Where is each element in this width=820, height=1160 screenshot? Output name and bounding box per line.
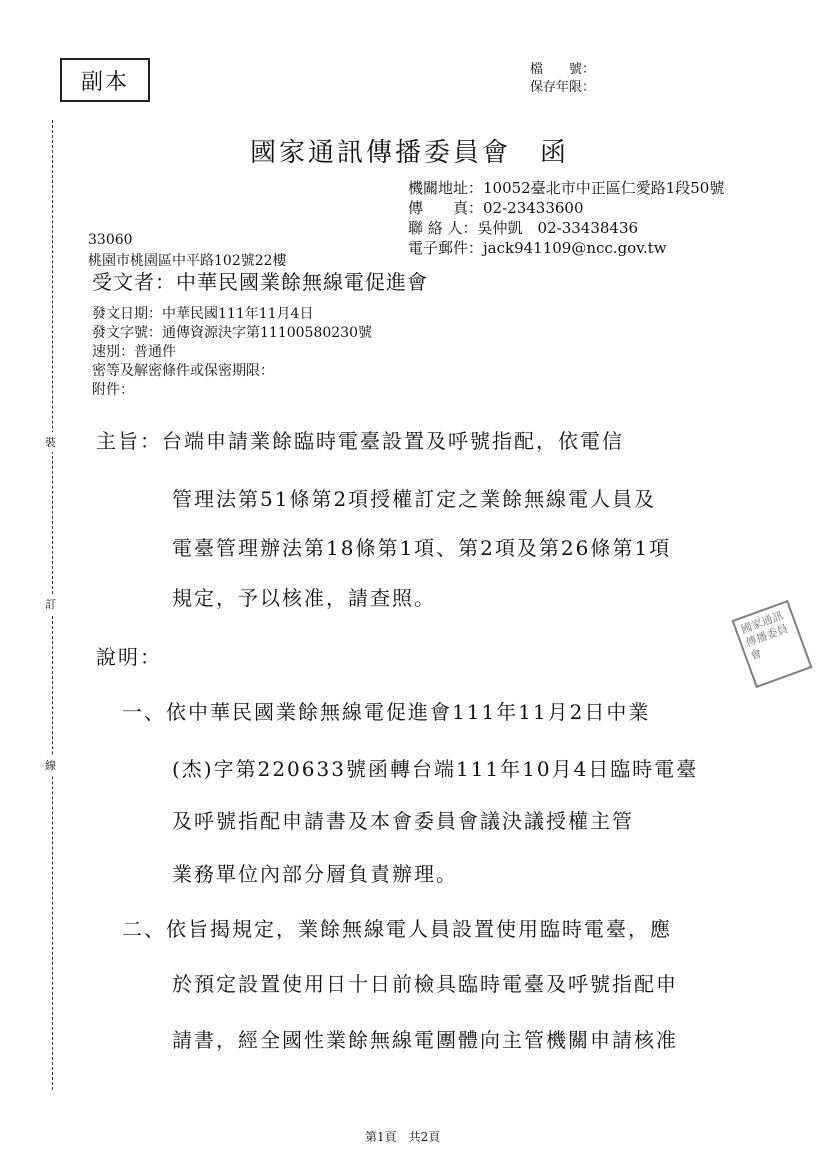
contact-person: 聯 絡 人：吳仲凱 02-33438436 (408, 219, 639, 237)
explanation-label: 說明： (96, 645, 162, 669)
subject-line: 主旨：台端申請業餘臨時電臺設置及呼號指配，依電信 (96, 429, 624, 453)
explanation-item-line: 二、依旨揭規定，業餘無線電人員設置使用臨時電臺，應 (122, 917, 672, 941)
recipient-street-address: 桃園市桃園區中平路102號22樓 (88, 253, 287, 269)
document-title: 國家通訊傳播委員會 函 (250, 138, 570, 168)
page-number: 第1頁 共2頁 (365, 1130, 441, 1144)
explanation-item-line: 業務單位內部分層負責辦理。 (172, 862, 458, 886)
binding-mark: 裝 (45, 432, 56, 452)
subject-line: 管理法第51條第2項授權訂定之業餘無線電人員及 (172, 487, 657, 511)
binding-mark: 訂 (45, 594, 56, 614)
recipient: 受文者：中華民國業餘無線電促進會 (92, 270, 428, 294)
explanation-item-line: 於預定設置使用日十日前檢具臨時電臺及呼號指配申 (172, 972, 678, 996)
explanation-item-line: 一、依中華民國業餘無線電促進會111年11月2日中業 (122, 700, 651, 724)
recipient-postal-code: 33060 (88, 232, 133, 248)
explanation-item-line: 及呼號指配申請書及本會委員會議決議授權主管 (172, 809, 634, 833)
explanation-item-line: 請書，經全國性業餘無線電團體向主管機關申請核准 (172, 1028, 678, 1052)
agency-fax: 傳 真：02-23433600 (408, 199, 584, 217)
file-number-label: 檔 號： (530, 62, 596, 77)
secrecy-level: 密等及解密條件或保密期限： (92, 363, 274, 379)
agency-address: 機關地址：10052臺北市中正區仁愛路1段50號 (408, 179, 725, 197)
delivery-speed: 速別：普通件 (92, 344, 176, 360)
issue-date: 發文日期：中華民國111年11月4日 (92, 306, 314, 322)
binding-mark: 線 (45, 755, 56, 775)
attachments: 附件： (92, 382, 134, 398)
official-seal: 國家通訊傳播委員會 (731, 600, 812, 688)
subject-line: 電臺管理辦法第18條第1項、第2項及第26條第1項 (172, 536, 672, 560)
retention-label: 保存年限： (530, 80, 596, 95)
contact-email: 電子郵件：jack941109@ncc.gov.tw (408, 239, 667, 257)
document-number: 發文字號：通傳資源決字第11100580230號 (92, 325, 372, 341)
subject-line: 規定，予以核准，請查照。 (172, 586, 436, 610)
copy-stamp: 副本 (60, 58, 150, 102)
explanation-item-line: (杰)字第220633號函轉台端111年10月4日臨時電臺 (172, 757, 699, 781)
